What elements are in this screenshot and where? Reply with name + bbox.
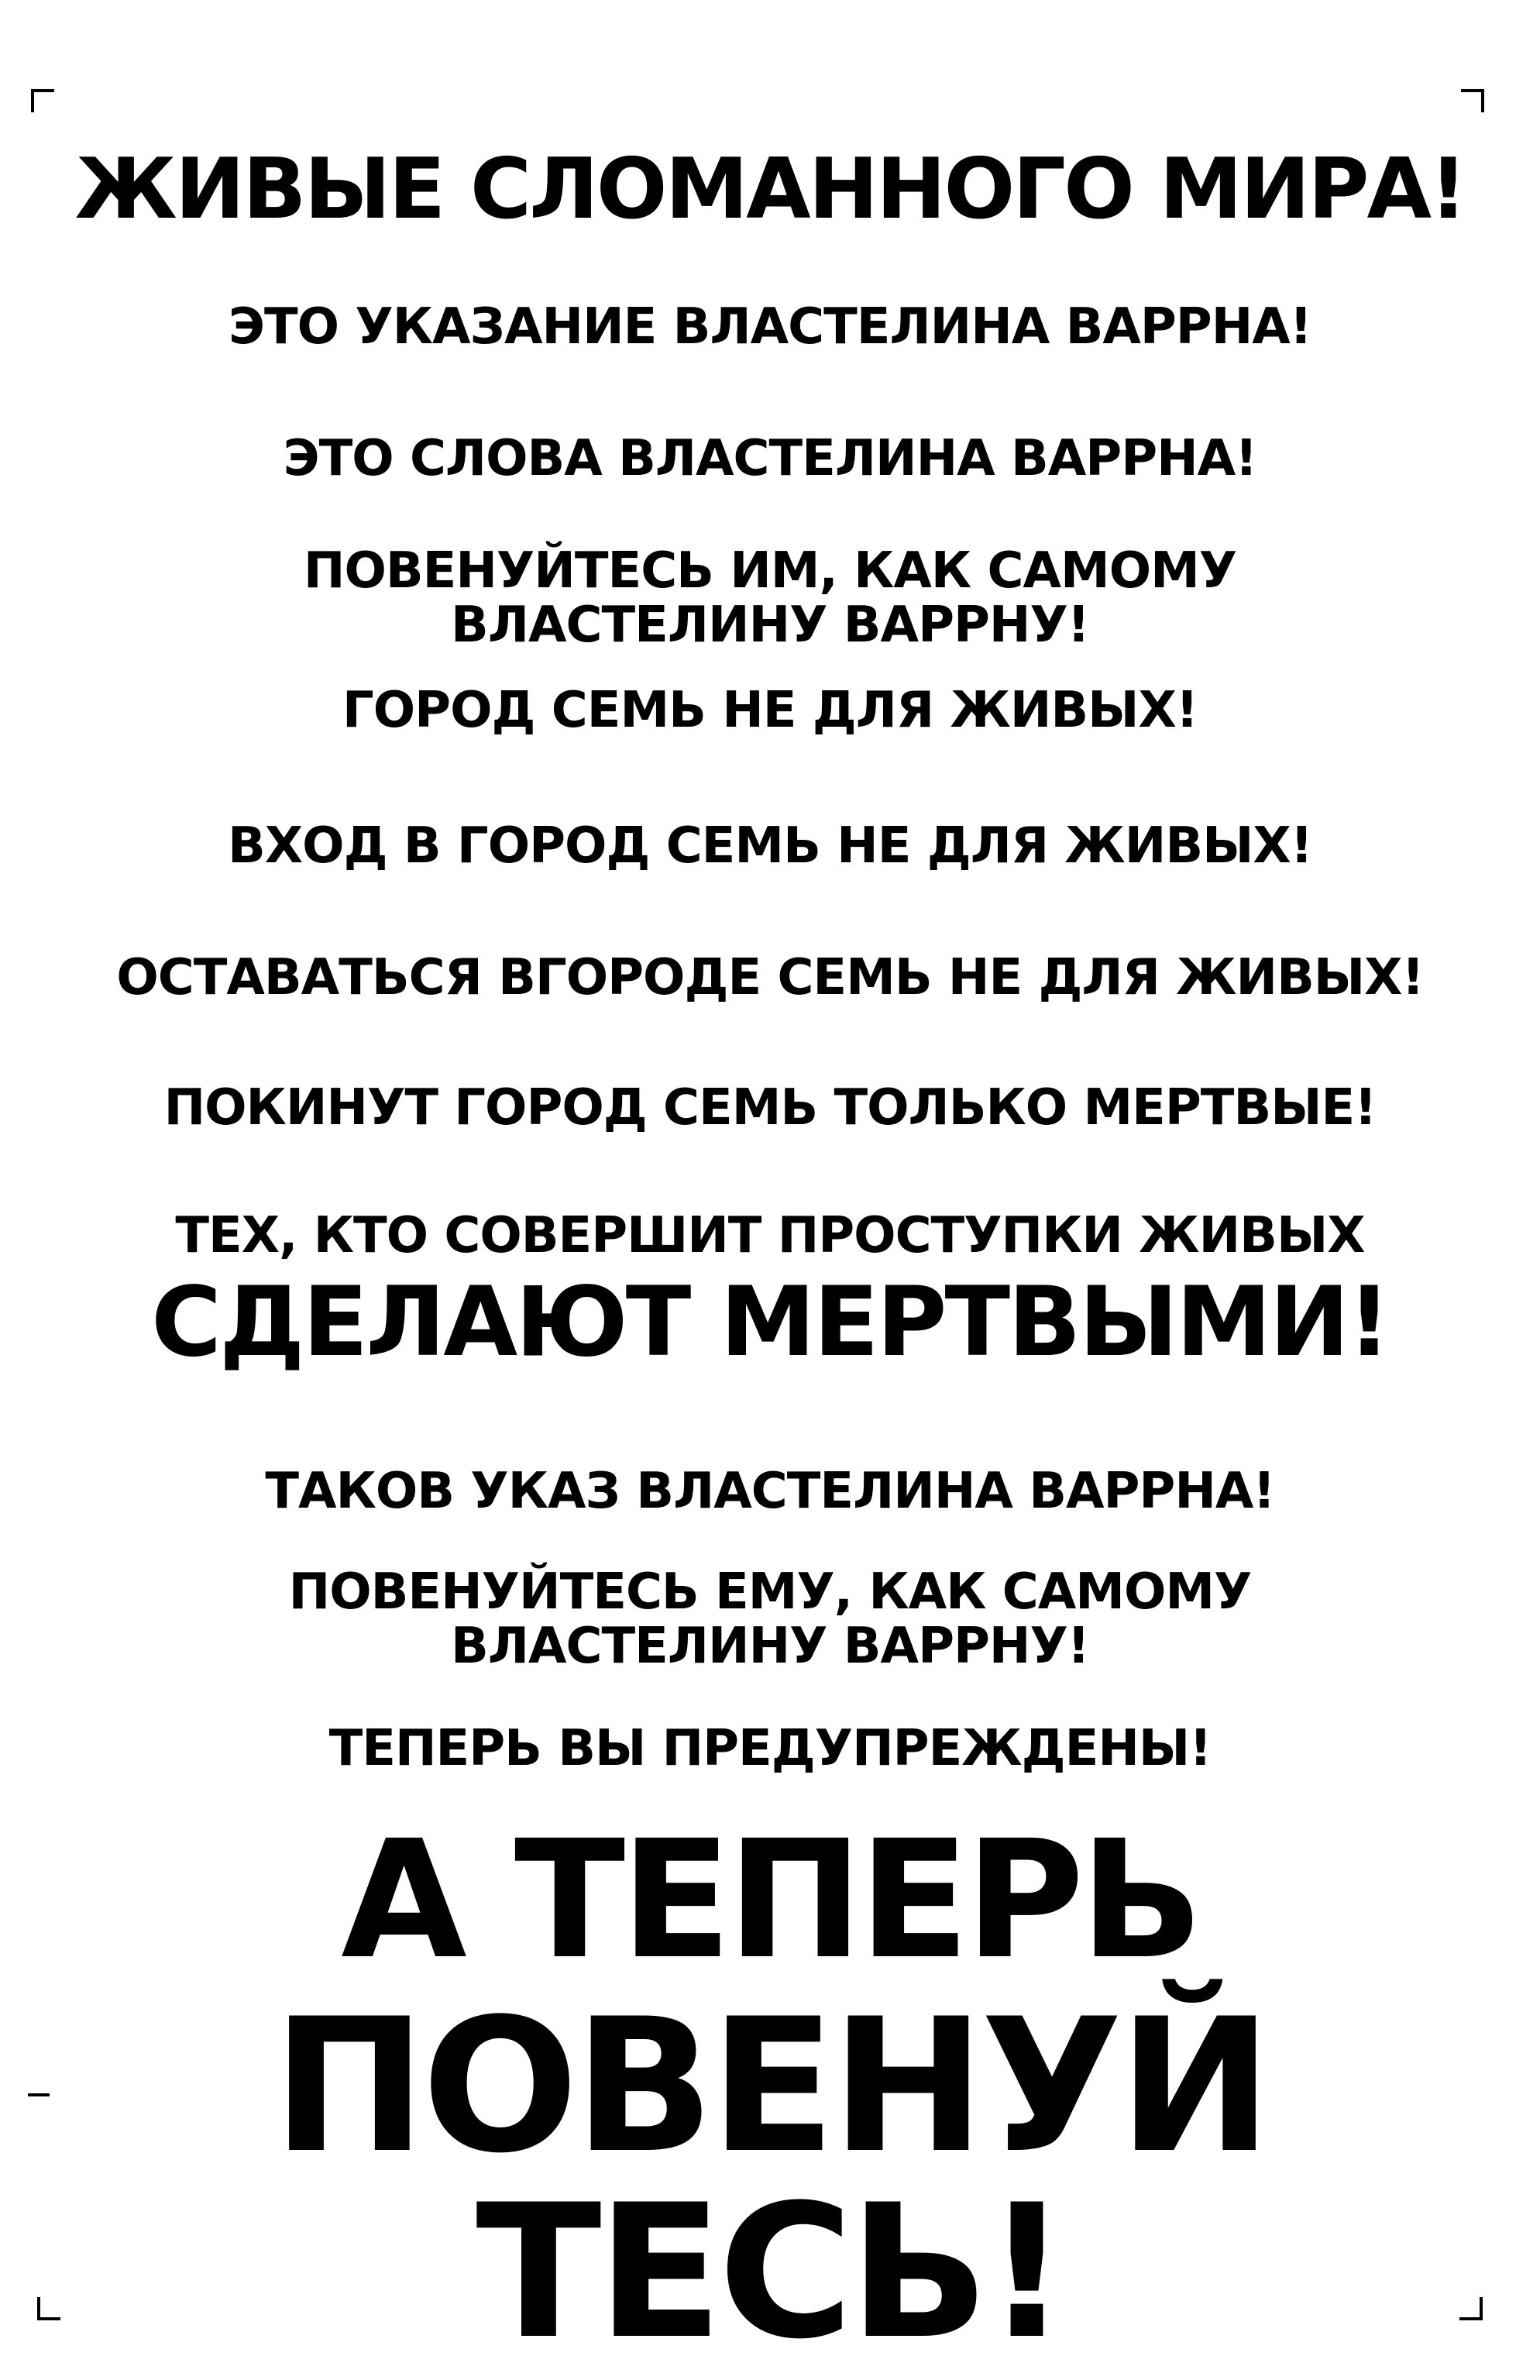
- final-line-3: ТЕСЬ!: [476, 2165, 1064, 2380]
- closing-line-4: ТЕПЕРЬ ВЫ ПРЕДУПРЕЖДЕНЫ!: [328, 1720, 1212, 1777]
- poster-line-9: ТЕХ, КТО СОВЕРШИТ ПРОСТУПКИ ЖИВЫХ: [175, 1207, 1365, 1264]
- poster-line-5: ГОРОД СЕМЬ НЕ ДЛЯ ЖИВЫХ!: [342, 682, 1198, 739]
- poster-line-6: ВХОД В ГОРОД СЕМЬ НЕ ДЛЯ ЖИВЫХ!: [228, 817, 1312, 875]
- final-line-2: ПОВЕНУЙ: [272, 1979, 1268, 2194]
- poster-line-8: ПОКИНУТ ГОРОД СЕМЬ ТОЛЬКО МЕРТВЫЕ!: [163, 1079, 1377, 1137]
- crop-mark-top-left-h: [31, 89, 54, 92]
- poster-line-1: ЭТО УКАЗАНИЕ ВЛАСТЕЛИНА ВАРРНА!: [229, 298, 1311, 356]
- closing-line-3: ВЛАСТЕЛИНУ ВАРРНУ!: [451, 1618, 1089, 1675]
- poster-line-2: ЭТО СЛОВА ВЛАСТЕЛИНА ВАРРНА!: [283, 430, 1257, 487]
- poster-title: ЖИВЫЕ СЛОМАННОГО МИРА!: [74, 141, 1466, 238]
- poster-emphasis: СДЕЛАЮТ МЕРТВЫМИ!: [151, 1267, 1389, 1378]
- closing-line-2: ПОВЕНУЙТЕСЬ ЕМУ, КАК САМОМУ: [288, 1563, 1252, 1621]
- crop-mark-top-right: [1481, 89, 1484, 112]
- final-line-1: А ТЕПЕРЬ: [341, 1805, 1199, 1995]
- closing-line-1: ТАКОВ УКАЗ ВЛАСТЕЛИНА ВАРРНА!: [265, 1463, 1275, 1520]
- poster-line-4: ВЛАСТЕЛИНУ ВАРРНУ!: [451, 597, 1089, 654]
- crop-mark-top-right-h: [1461, 89, 1484, 92]
- poster-line-7: ОСТАВАТЬСЯ ВГОРОДЕ СЕМЬ НЕ ДЛЯ ЖИВЫХ!: [116, 949, 1424, 1006]
- poster-line-3: ПОВЕНУЙТЕСЬ ИМ, КАК САМОМУ: [303, 542, 1237, 600]
- crop-mark-top-left: [31, 89, 34, 112]
